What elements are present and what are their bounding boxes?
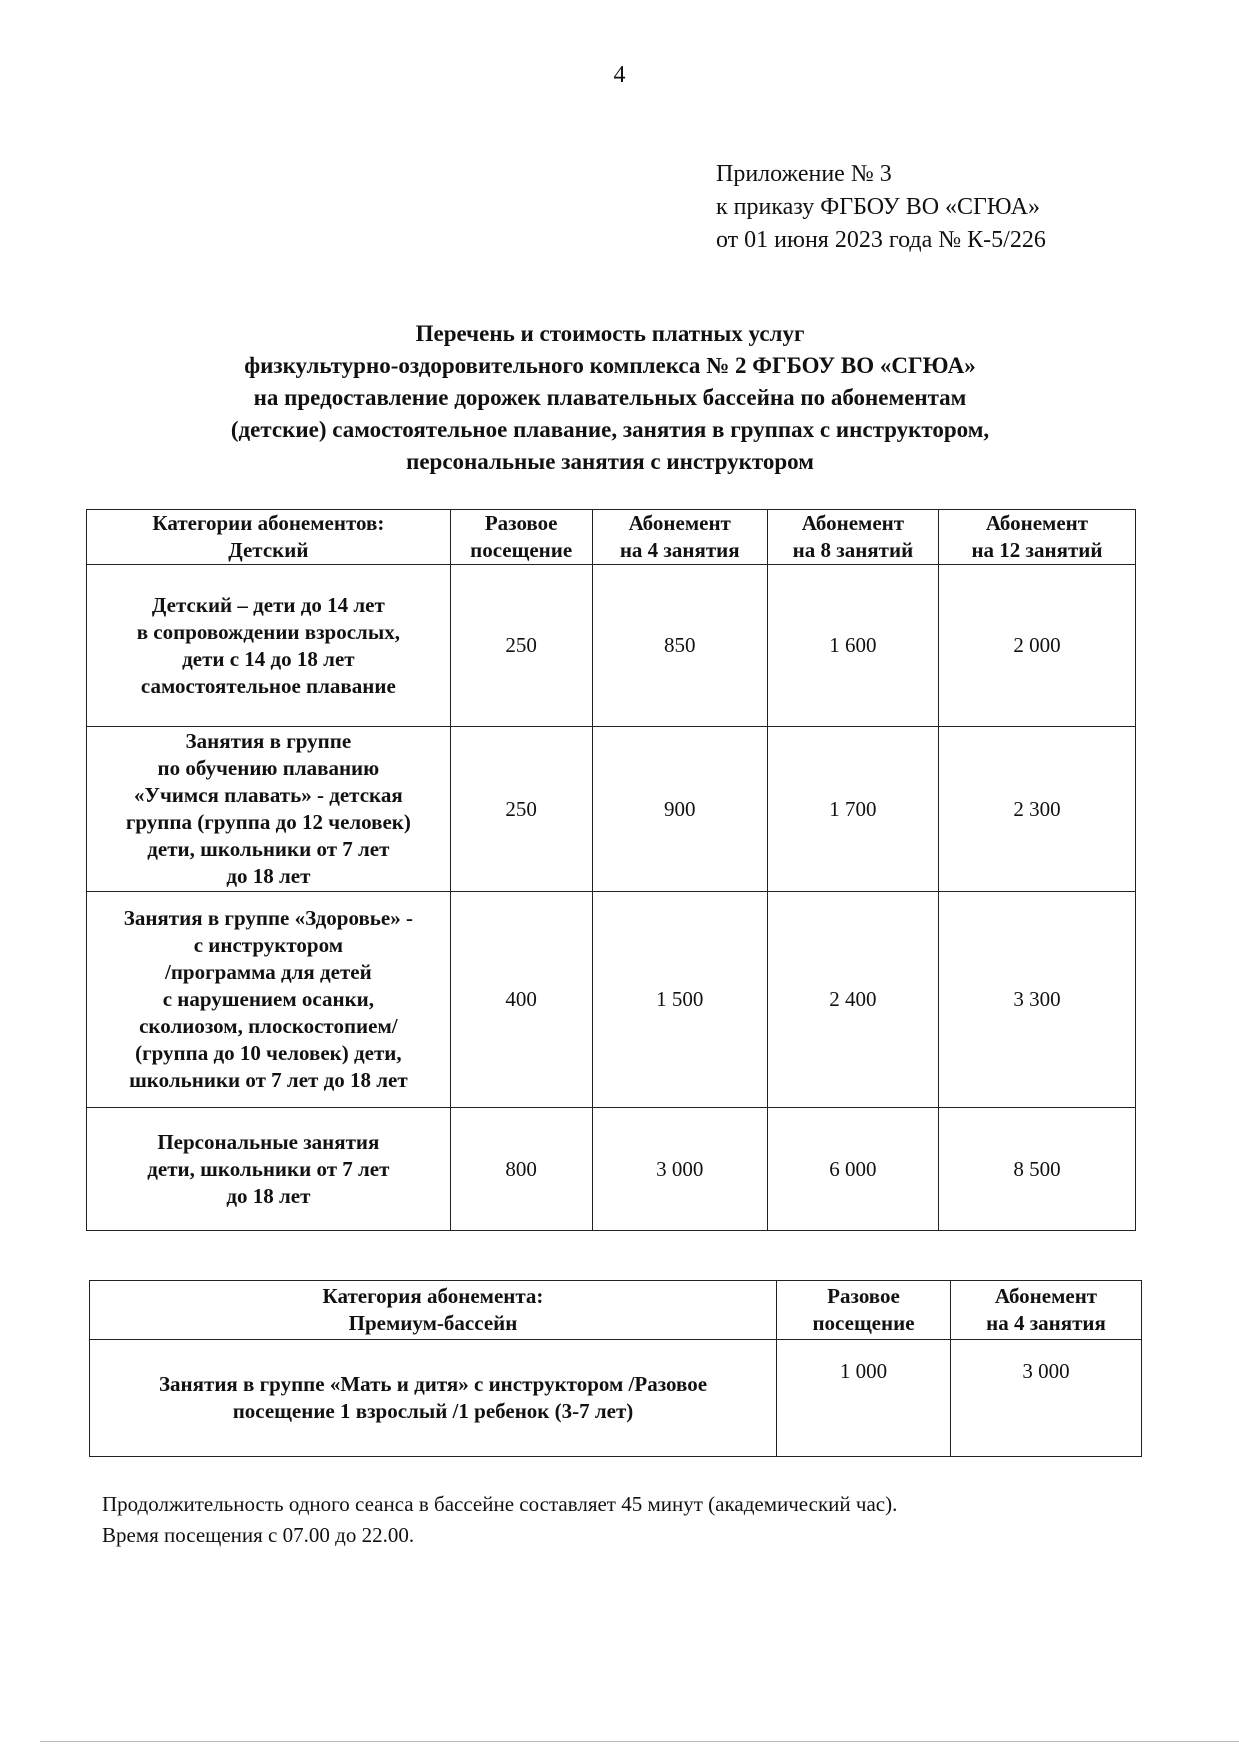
table-row [90, 1340, 1142, 1457]
table-header-row [90, 1281, 1142, 1340]
price-cell: 1 500 [592, 892, 767, 1108]
table-header-row [87, 510, 1136, 565]
price-cell: 3 300 [938, 892, 1135, 1108]
footer-note [102, 1489, 897, 1551]
price-cell: 8 500 [938, 1108, 1135, 1231]
header-category: Категория абонемента: Премиум-бассейн [90, 1281, 777, 1340]
appendix-block [716, 158, 1046, 257]
title-line-3: на предоставление дорожек плавательных бассейна по абонементам [253, 385, 967, 410]
price-table-premium [89, 1280, 1142, 1457]
price-cell: 850 [592, 565, 767, 727]
title-line-5: персональные занятия с инструктором [406, 449, 814, 474]
header-12-sessions: Абонемент на 12 занятий [938, 510, 1135, 565]
appendix-line-2: к приказу ФГБОУ ВО «СГЮА» [716, 194, 1041, 220]
footer-line-2: Время посещения с 07.00 до 22.00. [102, 1523, 415, 1547]
row-category: Занятия в группе «Здоровье» - с инструктором /программа для детей с нарушением осанки, сколиозом, плоскостопием/ (группа до 10 человек) дети, школьники от 7 лет до 18 лет [87, 892, 451, 1108]
table-row [87, 1108, 1136, 1231]
price-cell: 400 [450, 892, 592, 1108]
header-4-sessions: Абонемент на 4 занятия [592, 510, 767, 565]
price-cell: 1 600 [767, 565, 938, 727]
price-cell: 800 [450, 1108, 592, 1231]
footer-line-1: Продолжительность одного сеанса в бассейне составляет 45 минут (академический час). [102, 1492, 898, 1516]
document-title [80, 318, 1140, 478]
header-8-sessions: Абонемент на 8 занятий [767, 510, 938, 565]
title-line-1: Перечень и стоимость платных услуг [415, 321, 805, 346]
header-single-visit: Разовое посещение [777, 1281, 951, 1340]
price-cell: 1 000 [777, 1340, 951, 1457]
price-cell: 3 000 [592, 1108, 767, 1231]
row-category: Детский – дети до 14 лет в сопровождении взрослых, дети с 14 до 18 лет самостоятельное плавание [87, 565, 451, 727]
price-cell: 250 [450, 727, 592, 892]
appendix-line-3: от 01 июня 2023 года № К-5/226 [716, 227, 1046, 253]
header-category: Категории абонементов: Детский [87, 510, 451, 565]
row-category: Занятия в группе по обучению плаванию «Учимся плавать» - детская группа (группа до 12 человек) дети, школьники от 7 лет до 18 лет [87, 727, 451, 892]
appendix-line-1: Приложение № 3 [716, 161, 892, 187]
table-row [87, 892, 1136, 1108]
price-cell: 250 [450, 565, 592, 727]
price-cell: 2 400 [767, 892, 938, 1108]
table-row [87, 565, 1136, 727]
title-line-2: физкультурно-оздоровительного комплекса № 2 ФГБОУ ВО «СГЮА» [244, 353, 976, 378]
page-number: 4 [613, 62, 626, 88]
price-cell: 3 000 [951, 1340, 1142, 1457]
price-cell: 2 000 [938, 565, 1135, 727]
price-cell: 6 000 [767, 1108, 938, 1231]
row-category: Персональные занятия дети, школьники от 7 лет до 18 лет [87, 1108, 451, 1231]
price-table-children [86, 509, 1136, 1231]
scan-edge-line [40, 1741, 1239, 1742]
row-category: Занятия в группе «Мать и дитя» с инструктором /Разовое посещение 1 взрослый /1 ребенок (3-7 лет) [90, 1340, 777, 1457]
price-cell: 1 700 [767, 727, 938, 892]
table-row [87, 727, 1136, 892]
header-4-sessions: Абонемент на 4 занятия [951, 1281, 1142, 1340]
price-cell: 2 300 [938, 727, 1135, 892]
price-cell: 900 [592, 727, 767, 892]
title-line-4: (детские) самостоятельное плавание, занятия в группах с инструктором, [230, 417, 990, 442]
header-single-visit: Разовое посещение [450, 510, 592, 565]
